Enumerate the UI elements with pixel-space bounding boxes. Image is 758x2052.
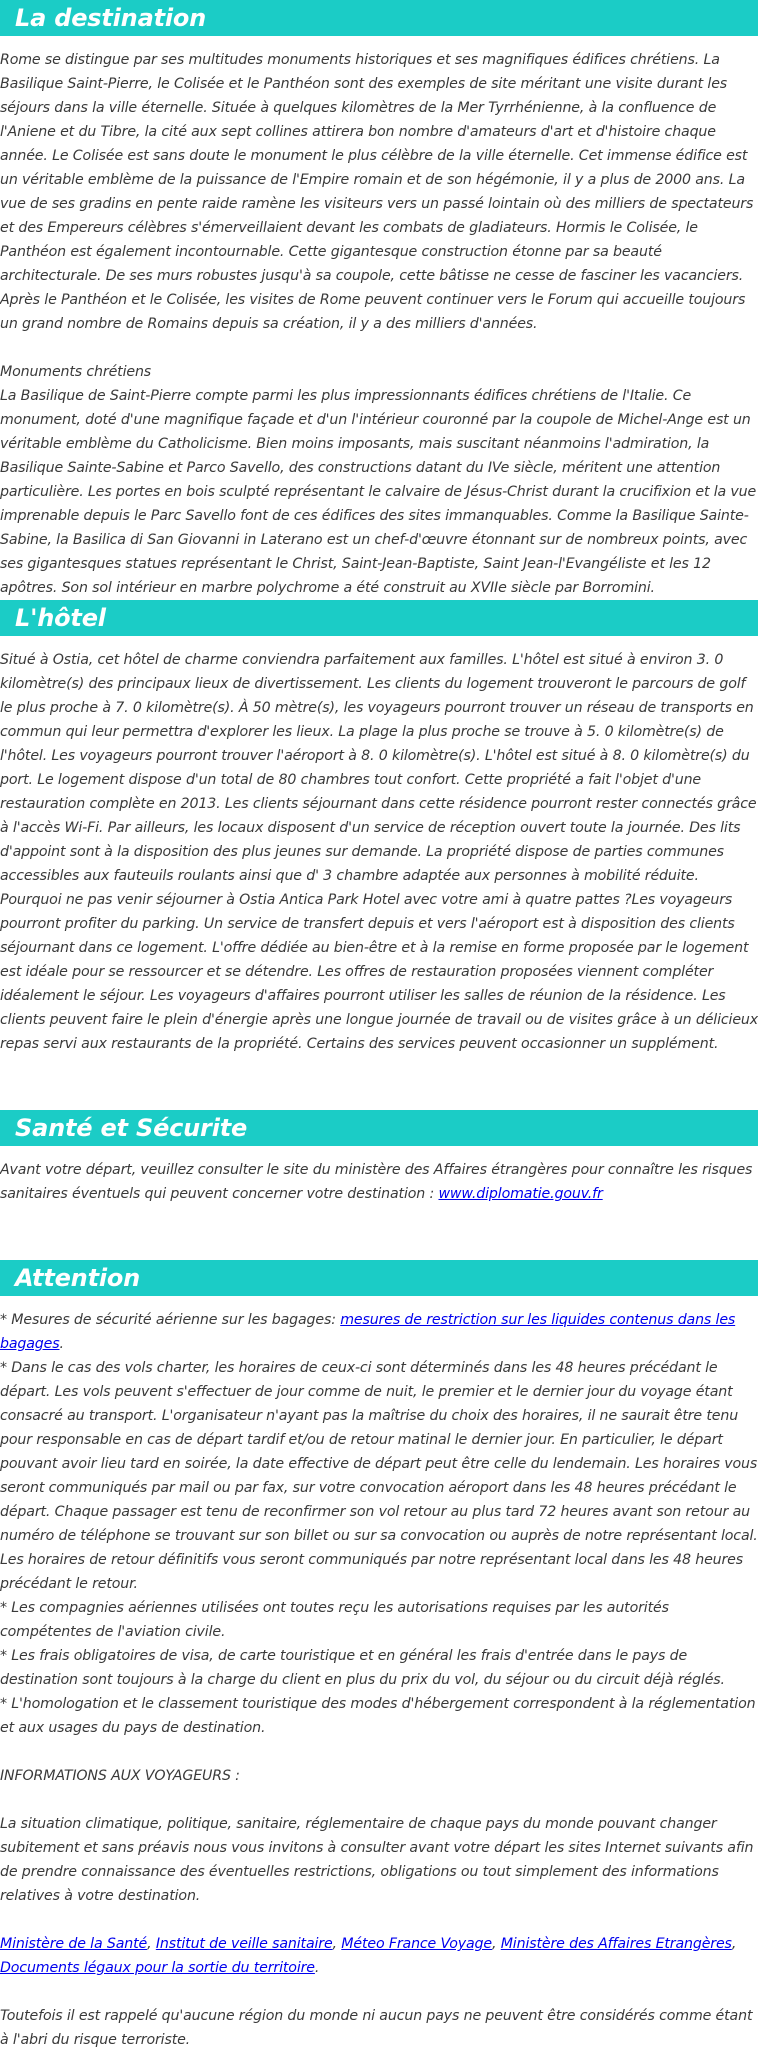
situation-text: La situation climatique, politique, sanitaire, réglementaire de chaque pays du monde pouvant changer subitement et sans préavis nous vous invitons à consulter avant votre départ les sites Internet suivants afin de prendre connaissance des éventuelles restrictions, obligations ou tout simplement des informations relatives à votre destination.	[0, 1816, 754, 1904]
hotel-content	[0, 636, 758, 1056]
sante-description: Avant votre départ, veuillez consulter le site du ministère des Affaires étrangères pour connaître les risques sanitaires éventuels qui peuvent concerner votre destination :	[0, 1162, 753, 1202]
diplomatie-link[interactable]: www.diplomatie.gouv.fr	[438, 1186, 603, 1202]
liquids-restriction-link[interactable]: mesures de restriction sur les liquides contenus dans les bagages	[0, 1312, 736, 1352]
sante-content	[0, 1146, 758, 1206]
link-ministere-sante[interactable]: Ministère de la Santé	[0, 1936, 148, 1952]
info-links-line: Ministère de la Santé, Institut de veille sanitaire, Méteo France Voyage, Ministère des Affaires Etrangères, Documents légaux pour la sortie du territoire.	[0, 1936, 737, 1976]
charter-text: * Dans le cas des vols charter, les horaires de ceux-ci sont déterminés dans les 48 heures précédant le départ. Les vols peuvent s'effectuer de jour comme de nuit, le premier et le dernier jour du voyage étant consacré au transport. L'organisateur n'ayant pas la maîtrise du choix des horaires, il ne saurait être tenu pour responsable en cas de départ tardif et/ou de retour matinal le dernier jour. En particulier, le départ pouvant avoir lieu tard en soirée, la date effective de départ peut être celle du lendemain. Les horaires vous seront communiqués par mail ou par fax, sur votre convocation aéroport dans les 48 heures précédant le départ. Chaque passager est tenu de reconfirmer son vol retour au plus tard 72 heures avant son retour au numéro de téléphone se trouvant sur son billet ou sur sa convocation ou auprès de notre représentant local. Les horaires de retour définitifs vous seront communiqués par notre représentant local dans les 48 heures précédant le retour.	[0, 1360, 758, 1592]
destination-intro: Rome se distingue par ses multitudes monuments historiques et ses magnifiques édifices chrétiens. La Basilique Saint-Pierre, le Colisée et le Panthéon sont des exemples de site méritant une visite durant les séjours dans la ville éternelle. Située à quelques kilomètres de la Mer Tyrrhénienne, à la confluence de l'Aniene et du Tibre, la cité aux sept collines attirera bon nombre d'amateurs d'art et d'histoire chaque année. Le Colisée est sans doute le monument le plus célèbre de la ville éternelle. Cet immense édifice est un véritable emblème de la puissance de l'Empire romain et de son hégémonie, il y a plus de 2000 ans. La vue de ses gradins en pente raide ramène les visiteurs vers un passé lointain où des milliers de spectateurs et des Empereurs célèbres s'émerveillaient devant les combats de gladiateurs. Hormis le Colisée, le Panthéon est également incontournable. Cette gigantesque construction étonne par sa beauté architecturale. De ses murs robustes jusqu'à sa coupole, cette bâtisse ne cesse de fasciner les vacanciers. Après le Panthéon et le Colisée, les visites de Rome peuvent continuer vers le Forum qui accueille toujours un grand nombre de Romains depuis sa création, il y a des milliers d'années.	[0, 52, 754, 332]
info-voyageurs-heading: INFORMATIONS AUX VOYAGEURS :	[0, 1768, 240, 1784]
section-title-sante: Santé et Sécurite	[0, 1110, 758, 1146]
sante-text	[0, 1158, 758, 1206]
link-meteo-france-voyage[interactable]: Méteo France Voyage	[341, 1936, 492, 1952]
monuments-text: La Basilique de Saint-Pierre compte parmi les plus impressionnants édifices chrétiens de l'Italie. Ce monument, doté d'une magnifique façade et d'un l'intérieur couronné par la coupole de Michel-Ange est un véritable emblème du Catholicisme. Bien moins imposants, mais suscitant néanmoins l'admiration, la Basilique Sainte-Sabine et Parco Savello, des constructions datant du IVe siècle, méritent une attention particulière. Les portes en bois sculpté représentant le calvaire de Jésus-Christ durant la crucifixion et la vue imprenable depuis le Parc Savello font de ces édifices des sites immanquables. Comme la Basilique Sainte-Sabine, la Basilica di San Giovanni in Laterano est un chef-d'œuvre étonnant sur de nombreux points, avec ses gigantesques statues représentant le Christ, Saint-Jean-Baptiste, Saint Jean-l'Evangéliste et les 12 apôtres. Son sol intérieur en marbre polychrome a été construit au XVIIe siècle par Borromini.	[0, 388, 757, 596]
monuments-subheading: Monuments chrétiens	[0, 364, 152, 380]
destination-content	[0, 36, 758, 600]
attention-content	[0, 1296, 758, 2052]
hotel-description: Situé à Ostia, cet hôtel de charme conviendra parfaitement aux familles. L'hôtel est situé à environ 3. 0 kilomètre(s) des principaux lieux de divertissement. Les clients du logement trouveront le parcours de golf le plus proche à 7. 0 kilomètre(s). À 50 mètre(s), les voyageurs pourront trouver un réseau de transports en commun qui leur permettra d'explorer les lieux. La plage la plus proche se trouve à 5. 0 kilomètre(s) de l'hôtel. Les voyageurs pourront trouver l'aéroport à 8. 0 kilomètre(s). L'hôtel est situé à 8. 0 kilomètre(s) du port. Le logement dispose d'un total de 80 chambres tout confort. Cette propriété a fait l'objet d'une restauration complète en 2013. Les clients séjournant dans cette résidence pourront rester connectés grâce à l'accès Wi-Fi. Par ailleurs, les locaux disposent d'un service de réception ouvert toute la journée. Des lits d'appoint sont à la disposition des plus jeunes sur demande. La propriété dispose de parties communes accessibles aux fauteuils roulants ainsi que d' 3 chambre adaptée aux personnes à mobilité réduite. Pourquoi ne pas venir séjourner à Ostia Antica Park Hotel avec votre ami à quatre pattes ?Les voyageurs pourront profiter du parking. Un service de transfert depuis et vers l'aéroport est à disposition des clients séjournant dans ce logement. L'offre dédiée au bien-être et à la remise en forme proposée par le logement est idéale pour se ressourcer et se détendre. Les offres de restauration proposées viennent compléter idéalement le séjour. Les voyageurs d'affaires pourront utiliser les salles de réunion de la résidence. Les clients peuvent faire le plein d'énergie après une longue journée de travail ou de visites grâce à un délicieux repas servi aux restaurants de la propriété. Certains des services peuvent occasionner un supplément.	[0, 652, 758, 1052]
section-title-hotel: L'hôtel	[0, 600, 758, 636]
frais-text: * Les frais obligatoires de visa, de carte touristique et en général les frais d'entrée dans le pays de destination sont toujours à la charge du client en plus du prix du vol, du séjour ou du circuit déjà réglés.	[0, 1648, 725, 1688]
link-documents-legaux[interactable]: Documents légaux pour la sortie du territoire	[0, 1960, 315, 1976]
homologation-text: * L'homologation et le classement touristique des modes d'hébergement correspondent à la réglementation et aux usages du pays de destination.	[0, 1696, 756, 1736]
bagages-line: * Mesures de sécurité aérienne sur les bagages: mesures de restriction sur les liquides contenus dans les bagages.	[0, 1312, 736, 1352]
section-title-attention: Attention	[0, 1260, 758, 1296]
terrorism-warning: Toutefois il est rappelé qu'aucune région du monde ni aucun pays ne peuvent être considérés comme étant à l'abri du risque terroriste.	[0, 2008, 753, 2048]
section-title-destination: La destination	[0, 0, 758, 36]
compagnies-text: * Les compagnies aériennes utilisées ont toutes reçu les autorisations requises par les autorités compétentes de l'aviation civile.	[0, 1600, 669, 1640]
link-ministere-affaires-etrangeres[interactable]: Ministère des Affaires Etrangères	[500, 1936, 732, 1952]
link-institut-veille-sanitaire[interactable]: Institut de veille sanitaire	[155, 1936, 333, 1952]
